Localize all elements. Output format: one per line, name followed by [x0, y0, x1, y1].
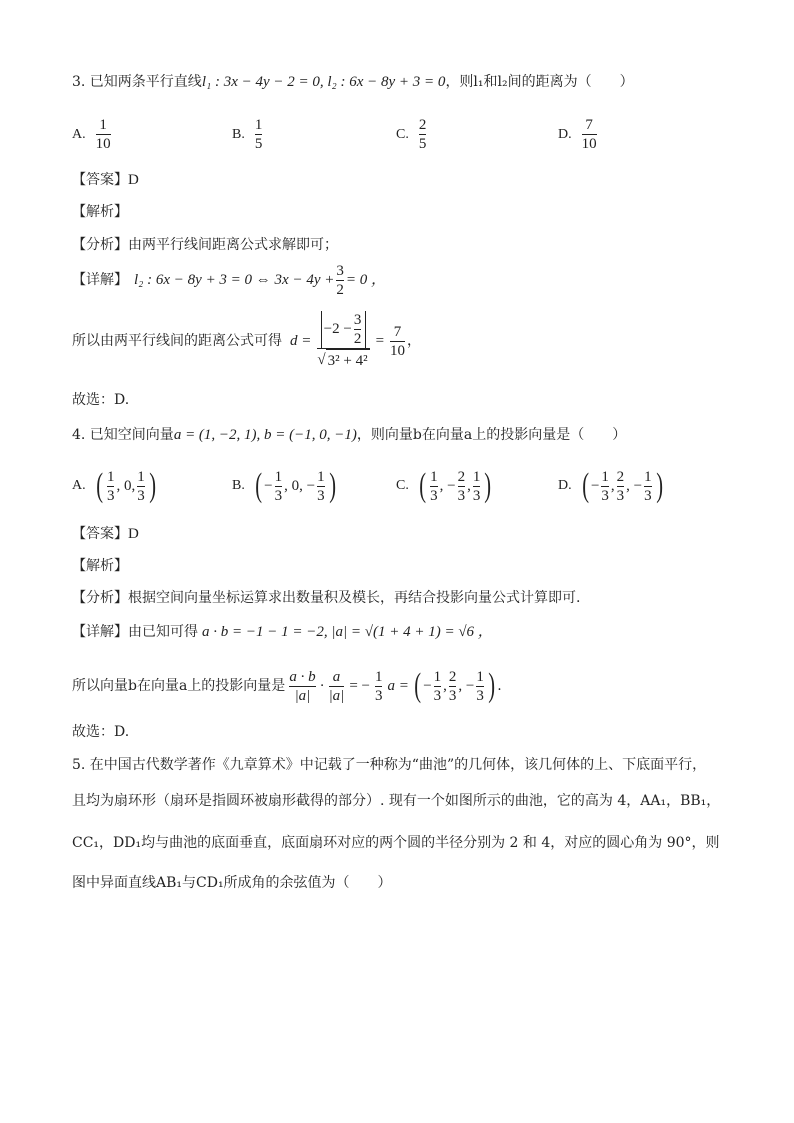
- q4-fenxi: 【分析】根据空间向量坐标运算求出数量积及模长，再结合投影向量公式计算即可.: [72, 590, 581, 606]
- q5-line-1: 5. 在中国古代数学著作《九章算术》中记载了一种称为“曲池”的几何体，该几何体的上、下底面平行，: [72, 757, 707, 773]
- q4-answer: 【答案】D: [72, 526, 139, 542]
- q3-xiangjie: 【详解】 l₂ : 6x − 8y + 3 = 0 ⇔ 3x − 4y + $\frac{3}{2}$ = 0 ，: [72, 262, 386, 298]
- q4-option-a[interactable]: A. ( $\frac{1}{3}$ , 0, $\frac{1}{3}$ ): [72, 467, 156, 504]
- q3-answer: 【答案】D: [72, 172, 139, 188]
- q3-lines-equation: l₁ : 3x − 4y − 2 = 0, l₂ : 6x − 8y + 3 = 0: [201, 74, 446, 90]
- q4-option-b[interactable]: B. ( − $\frac{1}{3}$ , 0, − $\frac{1}{3}$ ): [232, 467, 336, 504]
- q5-line-3: CC₁，DD₁均与曲池的底面垂直，底面扇环对应的两个圆的半径分别为 2 和 4，对应的圆心角为 90°，则: [72, 835, 720, 851]
- q4-option-c[interactable]: C. ( $\frac{1}{3}$ , − $\frac{2}{3}$ , $\frac{1}{3}$ ): [396, 467, 492, 504]
- q4-stem: 4. 已知空间向量a = (1, −2, 1), b = (−1, 0, −1)，则向量b在向量a上的投影向量是（ ）: [72, 427, 627, 443]
- q3-choose: 故选：D.: [72, 392, 130, 408]
- q3-fenxi: 【分析】由两平行线间距离公式求解即可；: [72, 237, 338, 253]
- q3-analysis-heading: 【解析】: [72, 204, 128, 220]
- q4-projection: 所以向量b在向量a上的投影向量是 $\frac{a \cdot b}{|a|}$ · $\frac{a}{|a|}$ = − $\frac{1}{3}$ a = ( − $\frac{1}{3}$ , $\frac{2}{3}$ , − $\frac{1}{3}$ ) .: [72, 667, 502, 704]
- q3-stem: 3. 已知两条平行直线l₁ : 3x − 4y − 2 = 0, l₂ : 6x − 8y + 3 = 0，则l₁和l₂间的距离为（ ）: [72, 74, 634, 90]
- q5-line-4: 图中异面直线AB₁与CD₁所成角的余弦值为（ ）: [72, 875, 392, 891]
- q3-option-c[interactable]: C. $\frac{2}{5}$: [396, 117, 427, 152]
- q4-option-d[interactable]: D. ( − $\frac{1}{3}$ , $\frac{2}{3}$ , − $\frac{1}{3}$ ): [558, 467, 663, 504]
- q4-vectors: a = (1, −2, 1), b = (−1, 0, −1): [173, 427, 357, 443]
- q3-distance-formula: 所以由两平行线间的距离公式可得 d = −2 − $\frac{3}{2}$ √ 3² + 4² = $\frac{7}{10}$ ，: [72, 310, 421, 372]
- q4-analysis-heading: 【解析】: [72, 558, 128, 574]
- q4-xiangjie: 【详解】由已知可得 a · b = −1 − 1 = −2, |a| = √(1 + 4 + 1) = √6 ，: [72, 624, 493, 640]
- q3-option-d[interactable]: D. $\frac{7}{10}$: [558, 117, 597, 152]
- q3-option-a[interactable]: A. $\frac{1}{10}$: [72, 117, 111, 152]
- q5-line-2: 且均为扇环形（扇环是指圆环被扇形截得的部分）. 现有一个如图所示的曲池，它的高为 4，AA₁，BB₁，: [72, 793, 721, 809]
- q4-choose: 故选：D.: [72, 724, 130, 740]
- q3-option-b[interactable]: B. $\frac{1}{5}$: [232, 117, 263, 152]
